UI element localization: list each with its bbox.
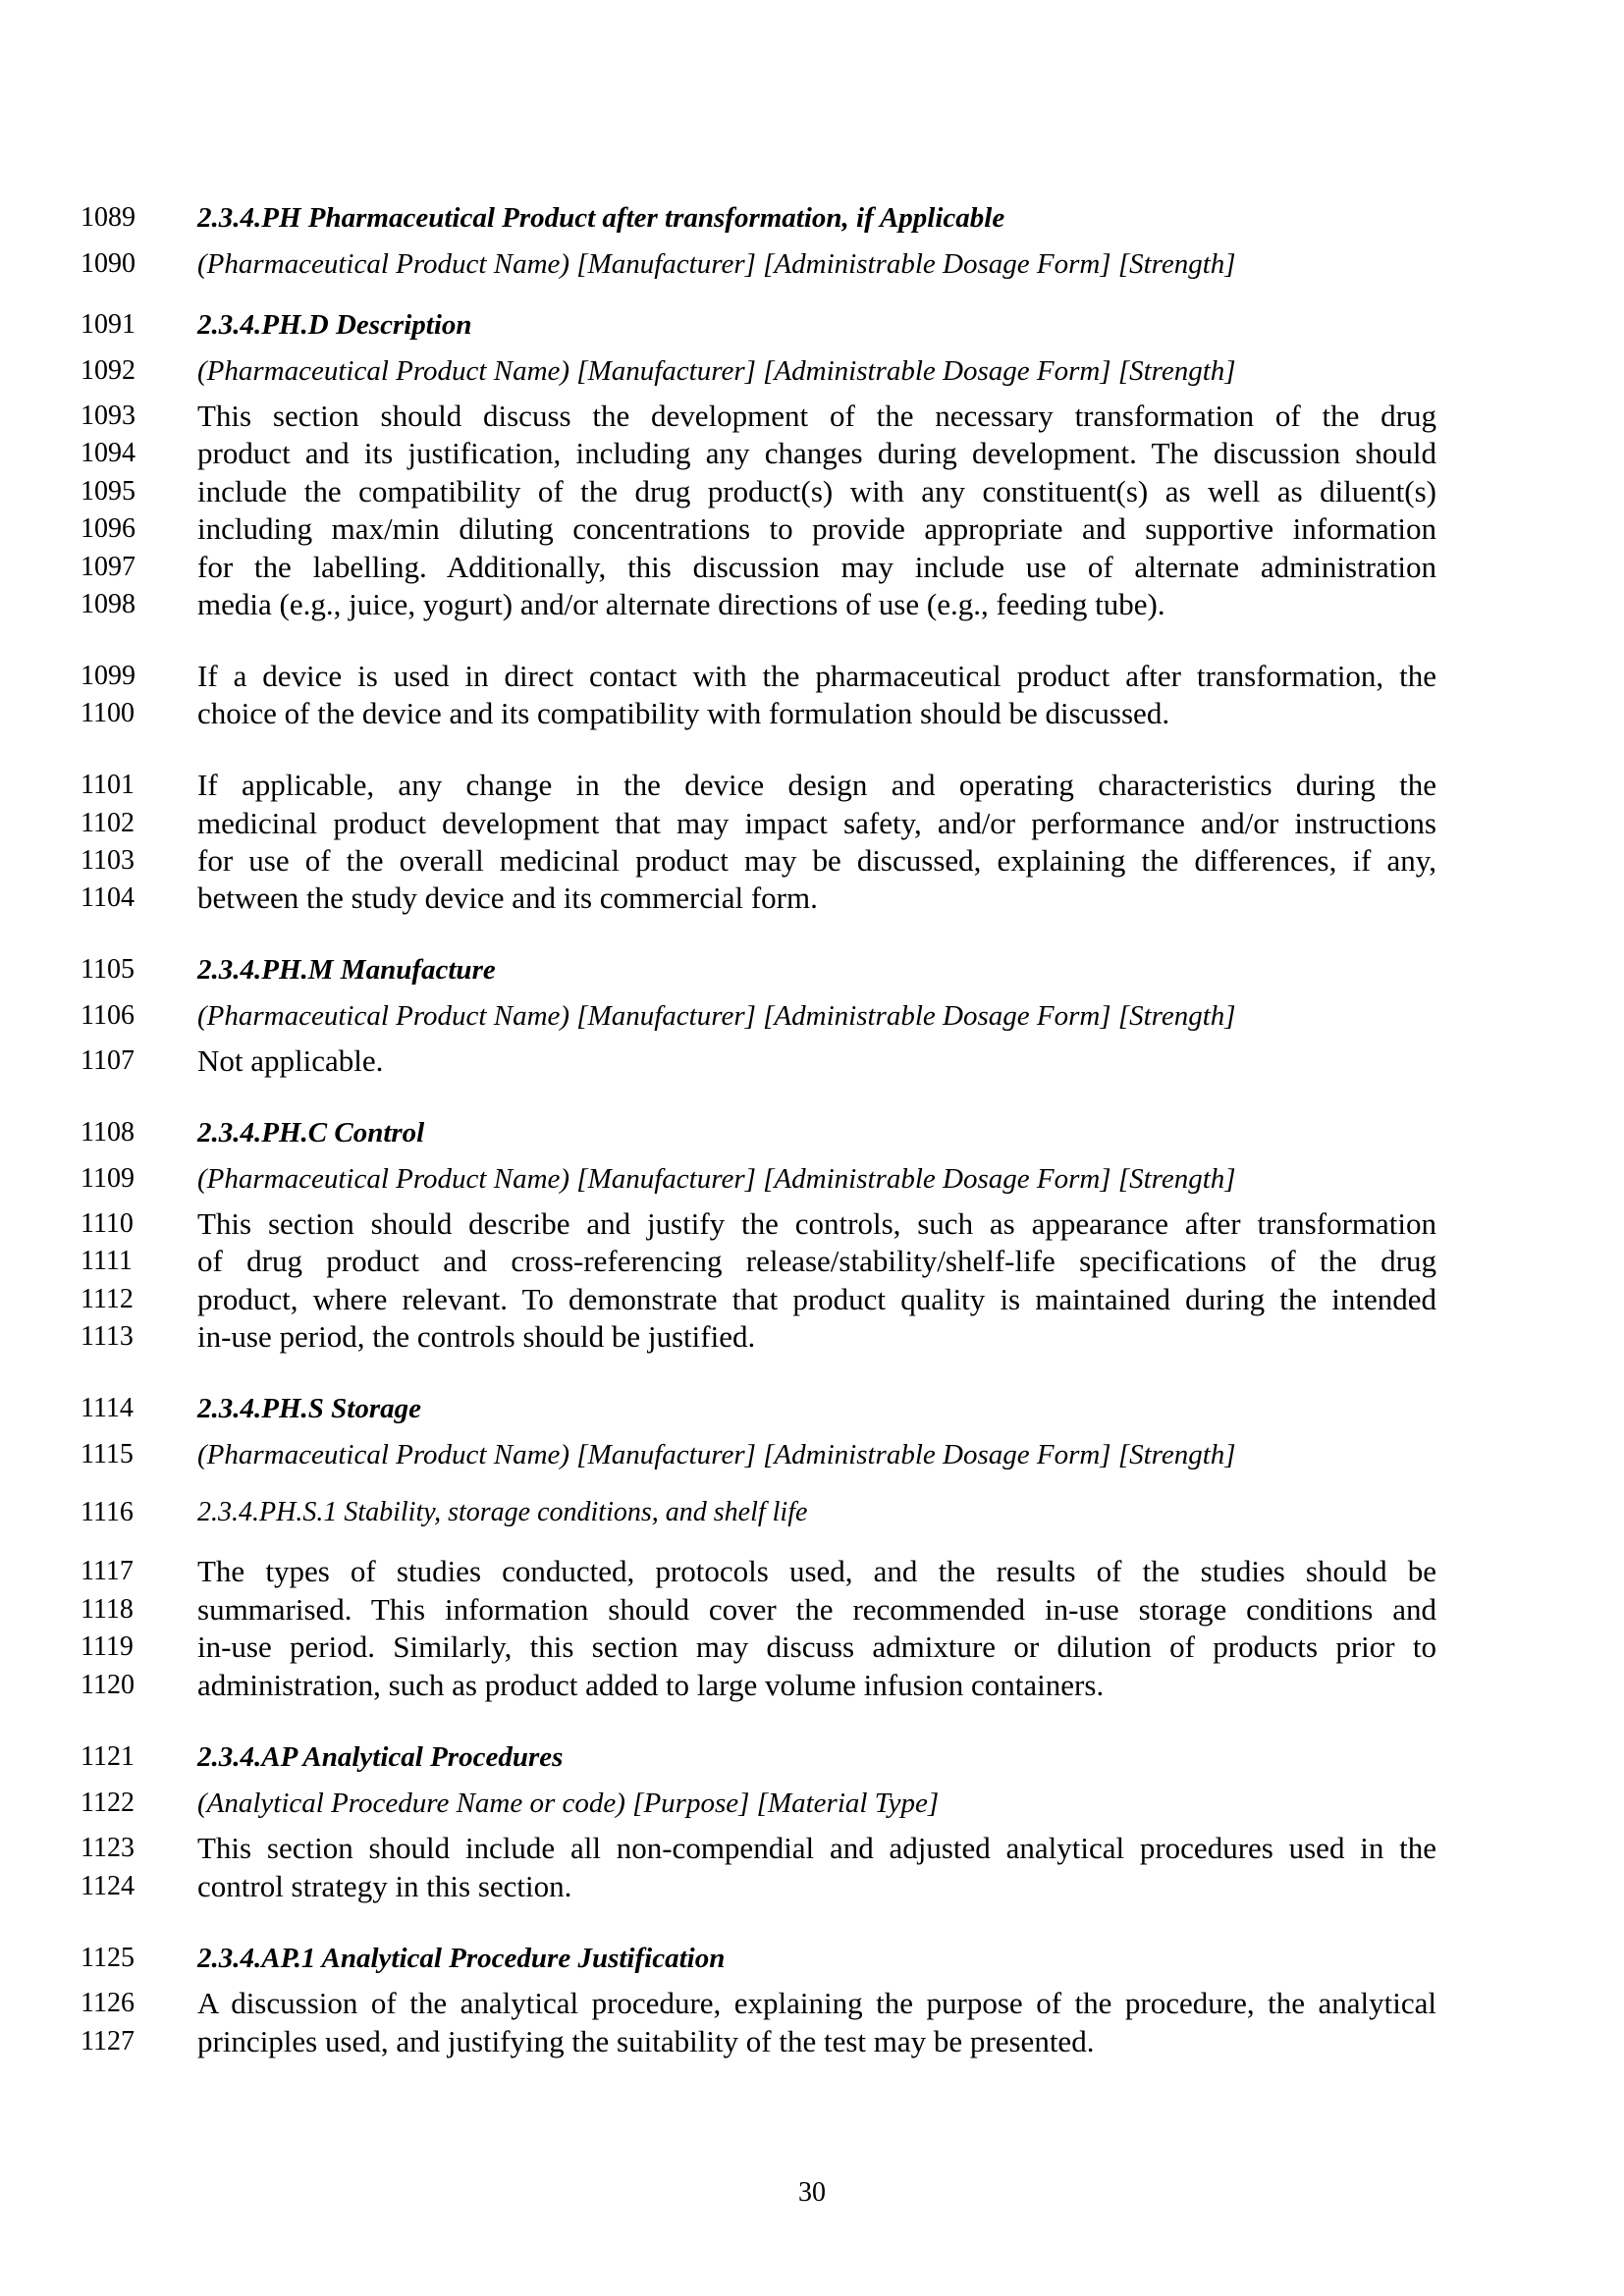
document-line [0, 1667, 1624, 1704]
body-text-line: This section should include all non-compendial and adjusted analytical procedures used in the [197, 1831, 1436, 1865]
line-number: 1089 [81, 202, 135, 233]
document-line [0, 586, 1624, 623]
document-line [0, 1868, 1624, 1905]
line-number: 1098 [81, 589, 135, 619]
document-line [0, 1940, 1624, 1977]
body-text-line: principles used, and justifying the suitability of the test may be presented. [197, 2024, 1095, 2058]
section-heading: 2.3.4.AP Analytical Procedures [197, 1741, 564, 1773]
line-number: 1118 [81, 1594, 134, 1625]
line-number: 1107 [81, 1045, 135, 1076]
product-placeholder-line: (Pharmaceutical Product Name) [Manufacturer] [Administrable Dosage Form] [Strength] [197, 1163, 1236, 1195]
product-placeholder-line: (Pharmaceutical Product Name) [Manufacturer] [Administrable Dosage Form] [Strength] [197, 248, 1236, 280]
body-text-line: choice of the device and its compatibility with formulation should be discussed. [197, 696, 1170, 730]
product-placeholder-line: (Analytical Procedure Name or code) [Purpose] [Material Type] [197, 1788, 940, 1819]
body-text-line: The types of studies conducted, protocols used, and the results of the studies should be [197, 1554, 1436, 1588]
body-text-line: control strategy in this section. [197, 1869, 572, 1903]
line-number: 1110 [81, 1208, 134, 1239]
line-number: 1095 [81, 476, 135, 507]
body-text-line: for use of the overall medicinal product may be discussed, explaining the differences, if any, [197, 843, 1436, 878]
body-text-line: summarised. This information should cover the recommended in-use storage conditions and [197, 1592, 1436, 1627]
line-number: 1115 [81, 1439, 134, 1469]
line-number: 1126 [81, 1988, 135, 2018]
line-number: 1120 [81, 1670, 135, 1700]
body-text-line: This section should describe and justify the controls, such as appearance after transformation [197, 1206, 1436, 1241]
document-line [0, 1830, 1624, 1867]
body-text-line: This section should discuss the development of the necessary transformation of the drug [197, 399, 1436, 433]
document-line [0, 1436, 1624, 1473]
line-number: 1103 [81, 845, 135, 876]
document-line [0, 1042, 1624, 1080]
line-number: 1123 [81, 1833, 135, 1863]
line-number: 1106 [81, 1000, 135, 1031]
document-line [0, 1494, 1624, 1531]
document-line [0, 1591, 1624, 1629]
line-number: 1097 [81, 552, 135, 582]
document-line [0, 805, 1624, 842]
document-line [0, 1318, 1624, 1356]
line-number: 1105 [81, 954, 135, 985]
body-text-line: between the study device and its commercial form. [197, 881, 818, 915]
body-text-line: media (e.g., juice, yogurt) and/or alternate directions of use (e.g., feeding tube). [197, 587, 1165, 621]
section-heading: 2.3.4.PH.M Manufacture [197, 954, 496, 986]
line-number: 1117 [81, 1556, 134, 1586]
document-line [0, 658, 1624, 695]
body-text-line: in-use period, the controls should be justified. [197, 1319, 756, 1354]
document-line [0, 997, 1624, 1035]
body-text-line: include the compatibility of the drug product(s) with any constituent(s) as well as diluent(s) [197, 474, 1436, 508]
body-text-line: of drug product and cross-referencing release/stability/shelf-life specifications of the drug [197, 1244, 1436, 1278]
document-line [0, 1553, 1624, 1590]
body-text-line: administration, such as product added to large volume infusion containers. [197, 1668, 1105, 1702]
document-line [0, 306, 1624, 344]
document-line [0, 695, 1624, 732]
document-line [0, 510, 1624, 548]
line-number: 1122 [81, 1788, 135, 1818]
section-heading: 2.3.4.PH.D Description [197, 309, 472, 341]
line-number: 1109 [81, 1163, 135, 1194]
body-text-line: Not applicable. [197, 1043, 384, 1078]
line-number: 1100 [81, 698, 135, 728]
document-line [0, 473, 1624, 510]
document-line [0, 842, 1624, 880]
line-number: 1124 [81, 1871, 135, 1901]
section-heading: 2.3.4.AP.1 Analytical Procedure Justification [197, 1943, 726, 1974]
document-line [0, 1738, 1624, 1776]
document-line [0, 549, 1624, 586]
document-line [0, 245, 1624, 283]
body-text-line: If applicable, any change in the device design and operating characteristics during the [197, 768, 1436, 802]
line-number: 1114 [81, 1393, 134, 1423]
product-placeholder-line: (Pharmaceutical Product Name) [Manufacturer] [Administrable Dosage Form] [Strength] [197, 1439, 1236, 1470]
line-number: 1091 [81, 309, 135, 340]
body-text-line: product and its justification, including any changes during development. The discussion should [197, 436, 1436, 470]
body-text-line: A discussion of the analytical procedure, explaining the purpose of the procedure, the analytical [197, 1986, 1436, 2020]
document-line [0, 1985, 1624, 2022]
line-number: 1099 [81, 661, 135, 691]
body-text-line: for the labelling. Additionally, this discussion may include use of alternate administration [197, 550, 1436, 584]
document-line [0, 1243, 1624, 1280]
document-line [0, 199, 1624, 237]
line-number: 1127 [81, 2026, 135, 2056]
line-number: 1121 [81, 1741, 135, 1772]
subsection-heading: 2.3.4.PH.S.1 Stability, storage conditions, and shelf life [197, 1497, 808, 1527]
document-line [0, 1390, 1624, 1427]
body-text-line: If a device is used in direct contact with the pharmaceutical product after transformation, the [197, 659, 1436, 693]
line-number: 1096 [81, 513, 135, 544]
document-line [0, 767, 1624, 804]
document-line [0, 398, 1624, 435]
line-number: 1112 [81, 1284, 134, 1314]
line-number: 1125 [81, 1943, 135, 1973]
line-number: 1113 [81, 1321, 134, 1352]
line-number: 1093 [81, 400, 135, 431]
product-placeholder-line: (Pharmaceutical Product Name) [Manufacturer] [Administrable Dosage Form] [Strength] [197, 355, 1236, 387]
line-number: 1092 [81, 355, 135, 386]
body-text-line: product, where relevant. To demonstrate that product quality is maintained during the intended [197, 1282, 1436, 1316]
line-number: 1108 [81, 1117, 135, 1148]
body-text-line: medicinal product development that may impact safety, and/or performance and/or instructions [197, 806, 1436, 840]
document-line [0, 1160, 1624, 1198]
document-line [0, 951, 1624, 988]
document-line [0, 1114, 1624, 1151]
line-number: 1111 [81, 1246, 133, 1276]
section-heading: 2.3.4.PH.S Storage [197, 1393, 421, 1424]
document-line [0, 1629, 1624, 1666]
document-line [0, 1205, 1624, 1243]
line-number: 1104 [81, 882, 135, 913]
body-text-line: including max/min diluting concentrations to provide appropriate and supportive information [197, 511, 1436, 546]
line-number: 1119 [81, 1631, 134, 1662]
page-number: 30 [798, 2177, 826, 2208]
document-line [0, 880, 1624, 917]
product-placeholder-line: (Pharmaceutical Product Name) [Manufacturer] [Administrable Dosage Form] [Strength] [197, 1000, 1236, 1032]
line-number: 1090 [81, 248, 135, 279]
line-number: 1101 [81, 770, 135, 800]
line-number: 1094 [81, 438, 135, 468]
line-number: 1116 [81, 1497, 134, 1527]
document-line [0, 435, 1624, 472]
document-line [0, 1785, 1624, 1822]
document-line [0, 2023, 1624, 2060]
line-number: 1102 [81, 808, 135, 838]
document-line [0, 1281, 1624, 1318]
section-heading: 2.3.4.PH.C Control [197, 1117, 425, 1148]
section-heading: 2.3.4.PH Pharmaceutical Product after transformation, if Applicable [197, 202, 1005, 234]
body-text-line: in-use period. Similarly, this section may discuss admixture or dilution of products prior to [197, 1629, 1436, 1664]
document-line [0, 352, 1624, 390]
